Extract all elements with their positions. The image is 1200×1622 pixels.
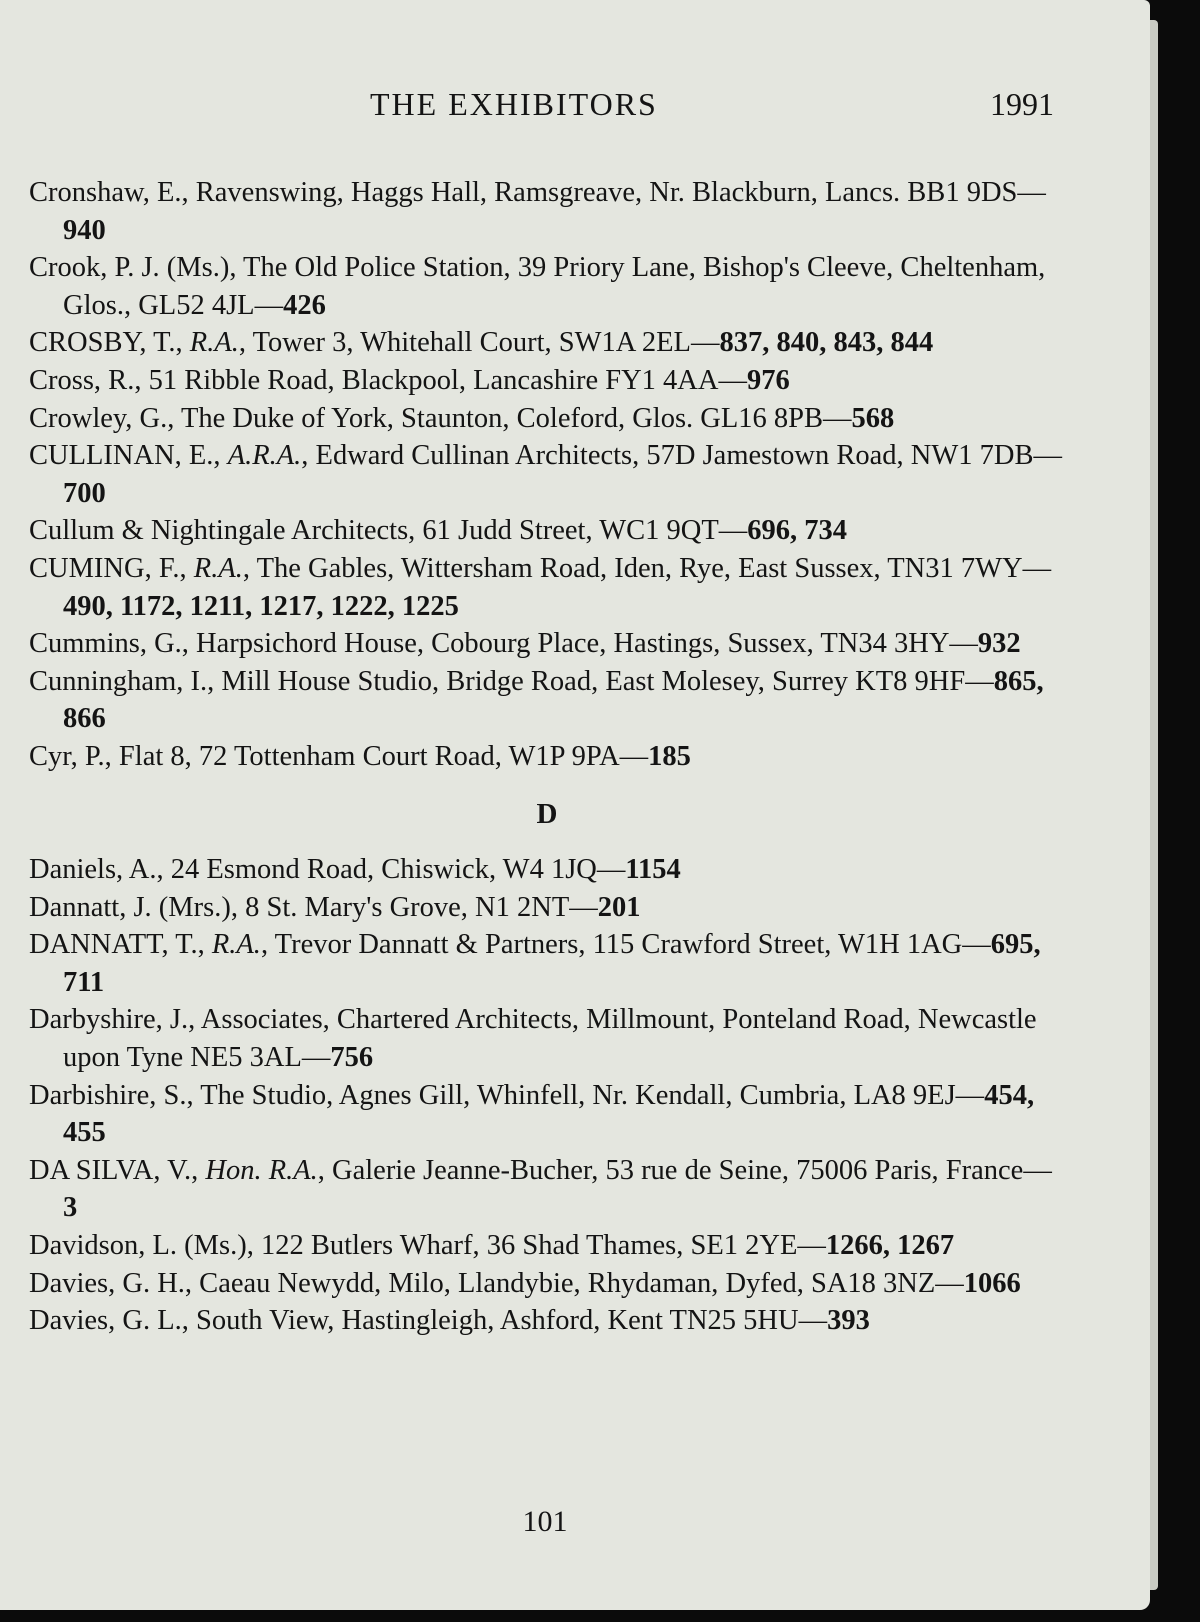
entry-catalogue-numbers: 837, 840, 843, 844 <box>719 327 934 359</box>
entry-address: , Galerie Jeanne-Bucher, 53 rue de Seine, 75006 Paris, France— <box>317 1154 1052 1186</box>
entry-text: Cronshaw, E., Ravenswing, Haggs Hall, Ramsgreave, Nr. Blackburn, Lancs. BB1 9DS— <box>29 177 1046 208</box>
entry-text: DA SILVA, V., <box>29 1154 206 1186</box>
exhibitor-list <box>29 174 1065 1340</box>
exhibitor-entry <box>29 926 1065 1001</box>
exhibitor-entry <box>29 1265 1065 1303</box>
entry-catalogue-numbers: 1266, 1267 <box>825 1230 955 1262</box>
exhibitor-entry <box>29 663 1065 738</box>
entry-text: Davidson, L. (Ms.), 122 Butlers Wharf, 36 Shad Thames, SE1 2YE— <box>29 1230 826 1262</box>
exhibitor-entry <box>29 851 1065 889</box>
entry-catalogue-numbers: 454, 455 <box>63 1079 1035 1149</box>
exhibitor-entry <box>29 174 1065 249</box>
entry-catalogue-numbers: 976 <box>746 364 790 396</box>
entry-text: Cyr, P., Flat 8, 72 Tottenham Court Road, W1P 9PA— <box>29 740 649 772</box>
entry-catalogue-numbers: 940 <box>63 214 106 246</box>
entry-text: Cullum & Nightingale Architects, 61 Judd Street, WC1 9QT— <box>29 515 748 547</box>
entry-honour: R.A. <box>189 327 239 359</box>
entry-catalogue-numbers: 695, 711 <box>63 929 1041 998</box>
running-head: THE EXHIBITORS <box>370 86 658 122</box>
page-year: 1991 <box>990 86 1054 122</box>
entry-honour: Hon. R.A. <box>205 1154 318 1186</box>
entry-address: , Trevor Dannatt & Partners, 115 Crawford Street, W1H 1AG— <box>260 929 991 961</box>
entry-text: DANNATT, T., <box>29 929 212 961</box>
exhibitor-entry <box>29 249 1065 324</box>
entry-catalogue-numbers: 393 <box>827 1305 870 1337</box>
entry-catalogue-numbers: 700 <box>63 477 106 509</box>
entry-catalogue-numbers: 185 <box>648 740 691 772</box>
page-edge <box>1150 20 1158 1590</box>
entry-honour: R.A. <box>211 929 261 961</box>
entry-text: CROSBY, T., <box>29 327 190 359</box>
exhibitor-entry <box>29 400 1065 438</box>
exhibitor-group-c <box>29 174 1065 776</box>
entry-honour: A.R.A. <box>227 440 302 472</box>
exhibitor-entry <box>29 1227 1065 1265</box>
section-letter: D <box>536 797 558 830</box>
exhibitor-entry <box>29 437 1065 512</box>
exhibitor-entry <box>29 1302 1065 1340</box>
entry-text: Davies, G. H., Caeau Newydd, Milo, Llandybie, Rhydaman, Dyfed, SA18 3NZ— <box>29 1267 964 1299</box>
entry-text: CUMING, F., <box>29 552 194 584</box>
exhibitor-entry <box>29 738 1065 776</box>
entry-text: Crook, P. J. (Ms.), The Old Police Station, 39 Priory Lane, Bishop's Cleeve, Cheltenham, Glos., GL52 4JL— <box>29 252 1046 321</box>
exhibitor-entry <box>29 625 1065 663</box>
entry-honour: R.A. <box>193 552 243 584</box>
entry-catalogue-numbers: 756 <box>330 1042 374 1074</box>
entry-catalogue-numbers: 1154 <box>625 854 681 886</box>
entry-text: CULLINAN, E., <box>29 440 228 472</box>
entry-address: , The Gables, Wittersham Road, Iden, Rye, East Sussex, TN31 7WY— <box>242 552 1052 584</box>
entry-text: Daniels, A., 24 Esmond Road, Chiswick, W4 1JQ— <box>29 854 626 886</box>
entry-text: Darbyshire, J., Associates, Chartered Architects, Millmount, Ponteland Road, Newcastle upon Tyne NE5 3AL— <box>29 1004 1037 1074</box>
entry-text: Davies, G. L., South View, Hastingleigh, Ashford, Kent TN25 5HU— <box>29 1305 828 1337</box>
entry-catalogue-numbers: 3 <box>63 1192 78 1224</box>
entry-text: Cunningham, I., Mill House Studio, Bridge Road, East Molesey, Surrey KT8 9HF— <box>29 665 994 697</box>
entry-text: Cummins, G., Harpsichord House, Cobourg Place, Hastings, Sussex, TN34 3HY— <box>29 628 978 660</box>
entry-text: Darbishire, S., The Studio, Agnes Gill, Whinfell, Nr. Kendall, Cumbria, LA8 9EJ— <box>29 1079 985 1111</box>
exhibitor-group-d <box>29 851 1065 1340</box>
entry-address: , Tower 3, Whitehall Court, SW1A 2EL— <box>238 327 720 359</box>
entry-catalogue-numbers: 490, 1172, 1211, 1217, 1222, 1225 <box>63 590 459 622</box>
exhibitor-entry <box>29 1001 1065 1076</box>
entry-catalogue-numbers: 696, 734 <box>747 515 847 547</box>
entry-text: Crowley, G., The Duke of York, Staunton, Coleford, Glos. GL16 8PB— <box>29 402 852 434</box>
exhibitor-entry <box>29 889 1065 927</box>
exhibitor-entry <box>29 550 1065 625</box>
entry-catalogue-numbers: 865, 866 <box>63 665 1044 735</box>
exhibitor-entry <box>29 362 1065 400</box>
entry-text: Dannatt, J. (Mrs.), 8 St. Mary's Grove, N1 2NT— <box>29 891 598 923</box>
entry-catalogue-numbers: 426 <box>283 289 326 321</box>
entry-catalogue-numbers: 1066 <box>963 1267 1021 1299</box>
exhibitor-entry <box>29 512 1065 550</box>
entry-address: , Edward Cullinan Architects, 57D Jamestown Road, NW1 7DB— <box>301 440 1062 472</box>
exhibitor-entry <box>29 1152 1065 1227</box>
entry-catalogue-numbers: 932 <box>977 628 1021 660</box>
entry-catalogue-numbers: 201 <box>597 891 641 923</box>
exhibitor-entry <box>29 1077 1065 1152</box>
page-number: 101 <box>522 1505 568 1538</box>
exhibitor-entry <box>29 324 1065 362</box>
entry-catalogue-numbers: 568 <box>851 402 895 434</box>
entry-text: Cross, R., 51 Ribble Road, Blackpool, Lancashire FY1 4AA— <box>29 364 747 396</box>
